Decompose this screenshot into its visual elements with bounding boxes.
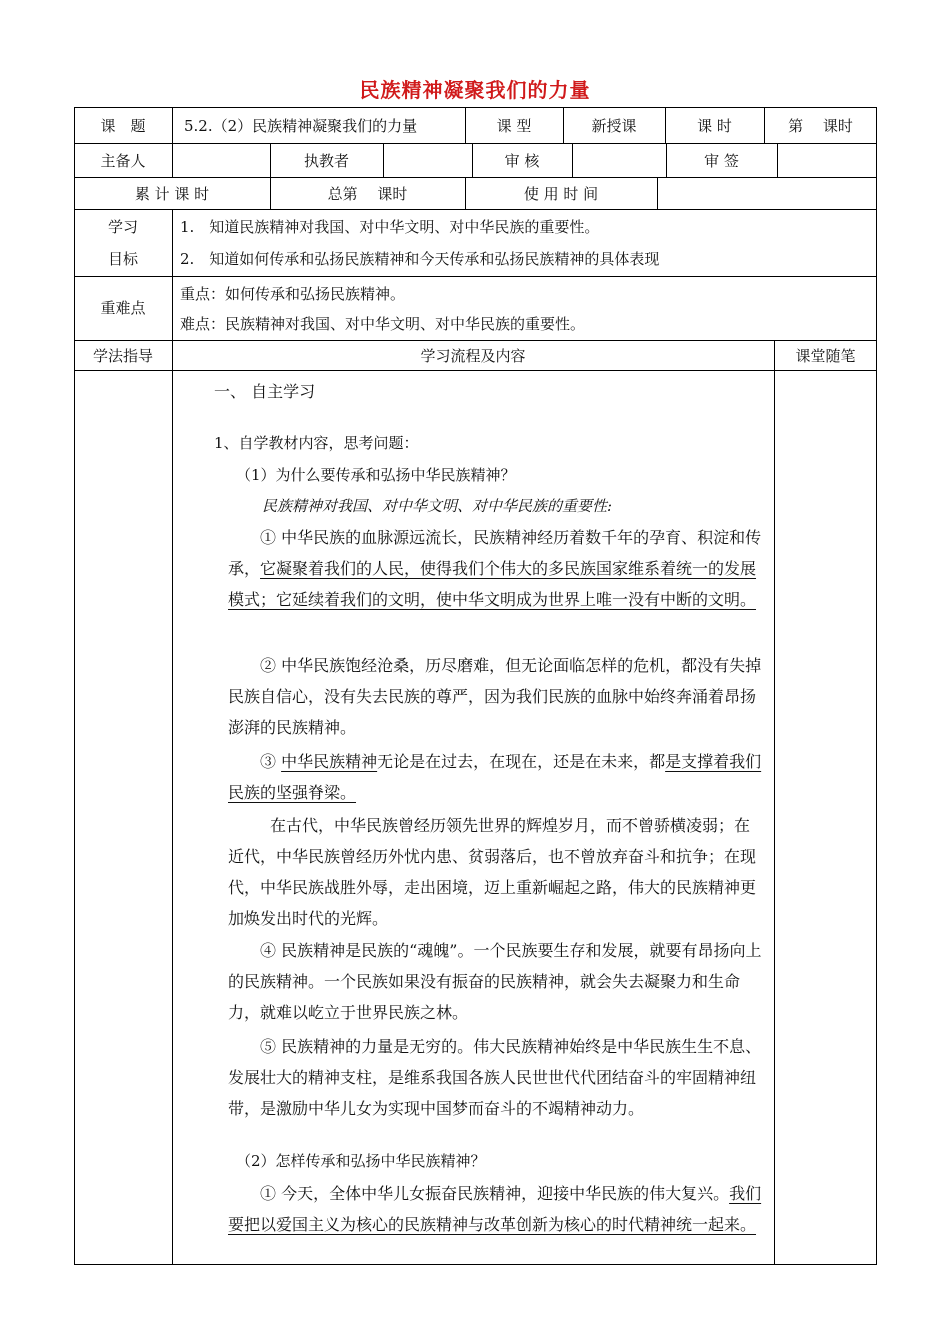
row-divider	[74, 276, 877, 277]
hours-label: 课 时	[697, 117, 732, 135]
objectives-label-1: 学习	[107, 218, 138, 236]
content-column-header: 学习流程及内容	[420, 347, 526, 365]
row-divider	[74, 370, 877, 371]
paragraph-2: ② 中华民族饱经沧桑，历尽磨难，但无论面临怎样的危机，都没有失掉民族自信心，没有失去民族的尊严，因为我们民族的血脉中始终奔涌着昂扬澎湃的民族精神。	[228, 656, 762, 737]
hours-value: 第 课时	[788, 117, 853, 135]
underlined-text: 是支撑着我们民族的坚强脊梁。	[228, 752, 762, 802]
question-1-subtitle: 民族精神对我国、对中华文明、对中华民族的重要性:	[262, 497, 613, 515]
question-intro: 1、自学教材内容，思考问题：	[214, 434, 419, 452]
objective-item: 1. 知道民族精神对我国、对中华文明、对中华民族的重要性。	[180, 218, 600, 236]
document-title: 民族精神凝聚我们的力量	[359, 78, 591, 102]
section-heading: 一、 自主学习	[214, 382, 316, 401]
paragraph-5: ④ 民族精神是民族的“魂魄”。一个民族要生存和发展，就要有昂扬向上的民族精神。一个民族如果没有振奋的民族精神，就会失去凝聚力和生命力，就难以屹立于世界民族之林。	[228, 941, 762, 1022]
lesson-value: 5.2.（2）民族精神凝聚我们的力量	[184, 117, 418, 135]
notes-column-header: 课堂随笔	[795, 347, 856, 365]
difficult-point: 难点：民族精神对我国、对中华文明、对中华民族的重要性。	[180, 315, 586, 333]
review-label: 审 核	[504, 152, 540, 170]
lesson-label: 课 题	[100, 117, 146, 135]
key-points-label: 重难点	[100, 299, 146, 317]
key-point: 重点：如何传承和弘扬民族精神。	[180, 285, 406, 303]
row-divider	[74, 143, 877, 144]
underlined-text: 中华民族精神	[281, 752, 378, 771]
cumulative-hours-label: 累 计 课 时	[134, 185, 210, 203]
total-hours-label: 总第 课时	[327, 185, 408, 203]
underlined-text: 它凝聚着我们的人民，使得我们个伟大的多民族国家维系着统一的发展模式；它延续着我们的文明，使中华文明成为世界上唯一没有中断的文明。	[228, 559, 757, 609]
type-label: 课 型	[496, 117, 532, 135]
paragraph-3: ③ 中华民族精神无论是在过去，在现在，还是在未来，都是支撑着我们民族的坚强脊梁。	[228, 752, 762, 802]
preparer-label: 主备人	[100, 152, 146, 170]
paragraph-7: ① 今天，全体中华儿女振奋民族精神，迎接中华民族的伟大复兴。我们要把以爱国主义为核心的民族精神与改革创新为核心的时代精神统一起来。	[228, 1184, 762, 1234]
row-divider	[74, 340, 877, 341]
paragraph-4: 在古代，中华民族曾经历领先世界的辉煌岁月，而不曾骄横凌弱；在近代，中华民族曾经历外忧内患、贫弱落后，也不曾放弃奋斗和抗争；在现代，中华民族战胜外辱，走出困境，迈上重新崛起之路，伟大的民族精神更加焕发出时代的光辉。	[228, 816, 757, 928]
question-2: （2）怎样传承和弘扬中华民族精神？	[236, 1152, 486, 1170]
teacher-label: 执教者	[303, 152, 349, 170]
objective-item: 2. 知道如何传承和弘扬民族精神和今天传承和弘扬民族精神的具体表现	[180, 250, 660, 268]
question-1: （1）为什么要传承和弘扬中华民族精神？	[236, 466, 516, 484]
type-value: 新授课	[591, 117, 637, 135]
method-column-header: 学法指导	[92, 347, 153, 365]
objectives-label-2: 目标	[107, 250, 138, 268]
underlined-text: 我们要把以爱国主义为核心的民族精神与改革创新为核心的时代精神统一起来。	[228, 1184, 762, 1234]
row-divider	[74, 177, 877, 178]
usage-time-label: 使 用 时 间	[523, 185, 599, 203]
paragraph-1: ① 中华民族的血脉源远流长，民族精神经历着数千年的孕育、积淀和传承，它凝聚着我们的人民，使得我们个伟大的多民族国家维系着统一的发展模式；它延续着我们的文明，使中华文明成为世界上唯一没有中断的文明。	[228, 528, 762, 609]
paragraph-6: ⑤ 民族精神的力量是无穷的。伟大民族精神始终是中华民族生生不息、发展壮大的精神支柱，是维系我国各族人民世世代代团结奋斗的牢固精神纽带，是激励中华儿女为实现中国梦而奋斗的不竭精神动力。	[228, 1037, 762, 1118]
sign-label: 审 签	[704, 152, 739, 170]
row-divider	[74, 209, 877, 210]
